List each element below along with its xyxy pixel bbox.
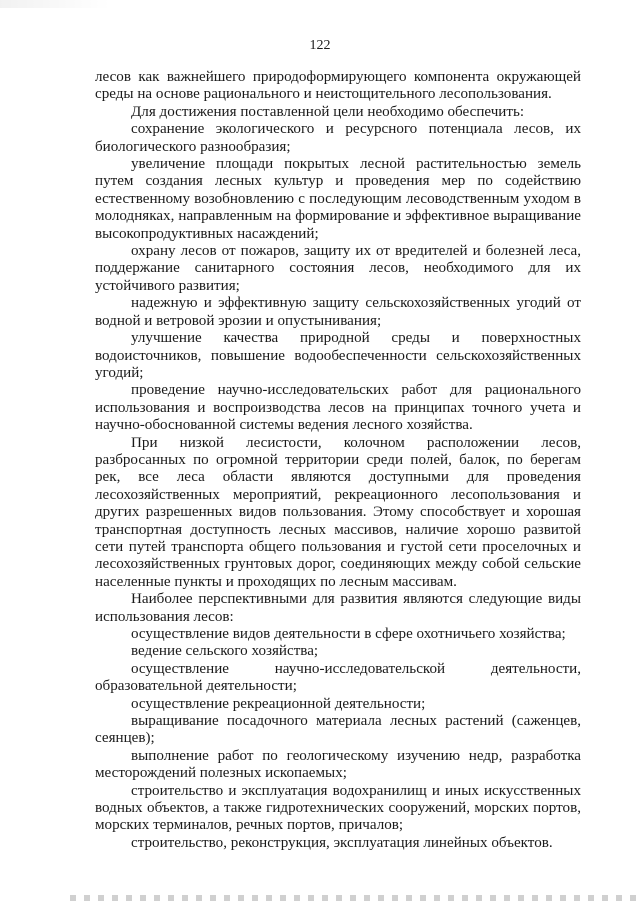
page-number: 122 — [309, 38, 331, 53]
scan-artifact-footer — [70, 895, 640, 901]
paragraph-14: осуществление рекреационной деятельности; — [131, 695, 426, 712]
paragraph-11: осуществление видов деятельности в сфере охотничьего хозяйства; — [131, 626, 566, 642]
paragraph-9: При низкой лесистости, колочном расположении лесов, разбросанных по огромной территории среди полей, балок, по берегам рек, все леса области являются доступными для проведения лесохозяйственных мероприятий, рекреационного лесопользования и других разрешенных видов пользования. Этому способствует и хорошая транспортная доступность лесных массивов, наличие хорошо развитой сети путей транспорта общего пользования и густой сети проселочных и лесохозяйственных грунтовых дорог, соединяющих между собой сельские населенные пункты и проходящих по лесным массивам. — [95, 434, 581, 590]
paragraph-12: ведение сельского хозяйства; — [131, 643, 319, 660]
paragraph-13: осуществление научно-исследовательской деятельности, образовательной деятельности; — [95, 660, 581, 695]
paragraph-6: надежную и эффективную защиту сельскохозяйственных угодий от водной и ветровой эрозии и опустынивания; — [95, 295, 581, 329]
document-body — [95, 69, 581, 852]
paragraph-18: строительство, реконструкция, эксплуатация линейных объектов. — [131, 834, 553, 851]
paragraph-7: улучшение качества природной среды и поверхностных водоисточников, повышение водообеспеченности сельскохозяйственных угодий; — [95, 330, 581, 381]
paragraph-16: выполнение работ по геологическому изучению недр, разработка месторождений полезных ископаемых; — [95, 747, 581, 782]
paragraph-3: сохранение экологического и ресурсного потенциала лесов, их биологического разнообразия; — [95, 121, 581, 155]
paragraph-2: Для достижения поставленной цели необходимо обеспечить: — [131, 103, 525, 120]
paragraph-8: проведение научно-исследовательских работ для рационального использования и воспроизводства лесов на принципах точного учета и научно-обоснованной системы ведения лесного хозяйства. — [95, 382, 581, 434]
paragraph-17: строительство и эксплуатация водохранилищ и иных искусственных водных объектов, а также гидротехнических сооружений, морских портов, морских терминалов, речных портов, причалов; — [95, 782, 581, 834]
scan-artifact — [0, 0, 110, 8]
paragraph-4: увеличение площади покрытых лесной растительностью земель путем создания лесных культур и проведения мер по содействию естественному возобновлению с последующим лесоводственным уходом в молодняках, направленным на формирование и эффективное выращивание высокопродуктивных насаждений; — [95, 156, 581, 242]
paragraph-5: охрану лесов от пожаров, защиту их от вредителей и болезней леса, поддержание санитарного состояния лесов, необходимого для их устойчивого развития; — [95, 243, 581, 294]
paragraph-15: выращивание посадочного материала лесных растений (саженцев, сеянцев); — [95, 713, 581, 747]
paragraph-1: лесов как важнейшего природоформирующего компонента окружающей среды на основе рационального и неистощительного лесопользования. — [95, 69, 581, 103]
paragraph-10: Наиболее перспективными для развития являются следующие виды использования лесов: — [95, 591, 581, 625]
